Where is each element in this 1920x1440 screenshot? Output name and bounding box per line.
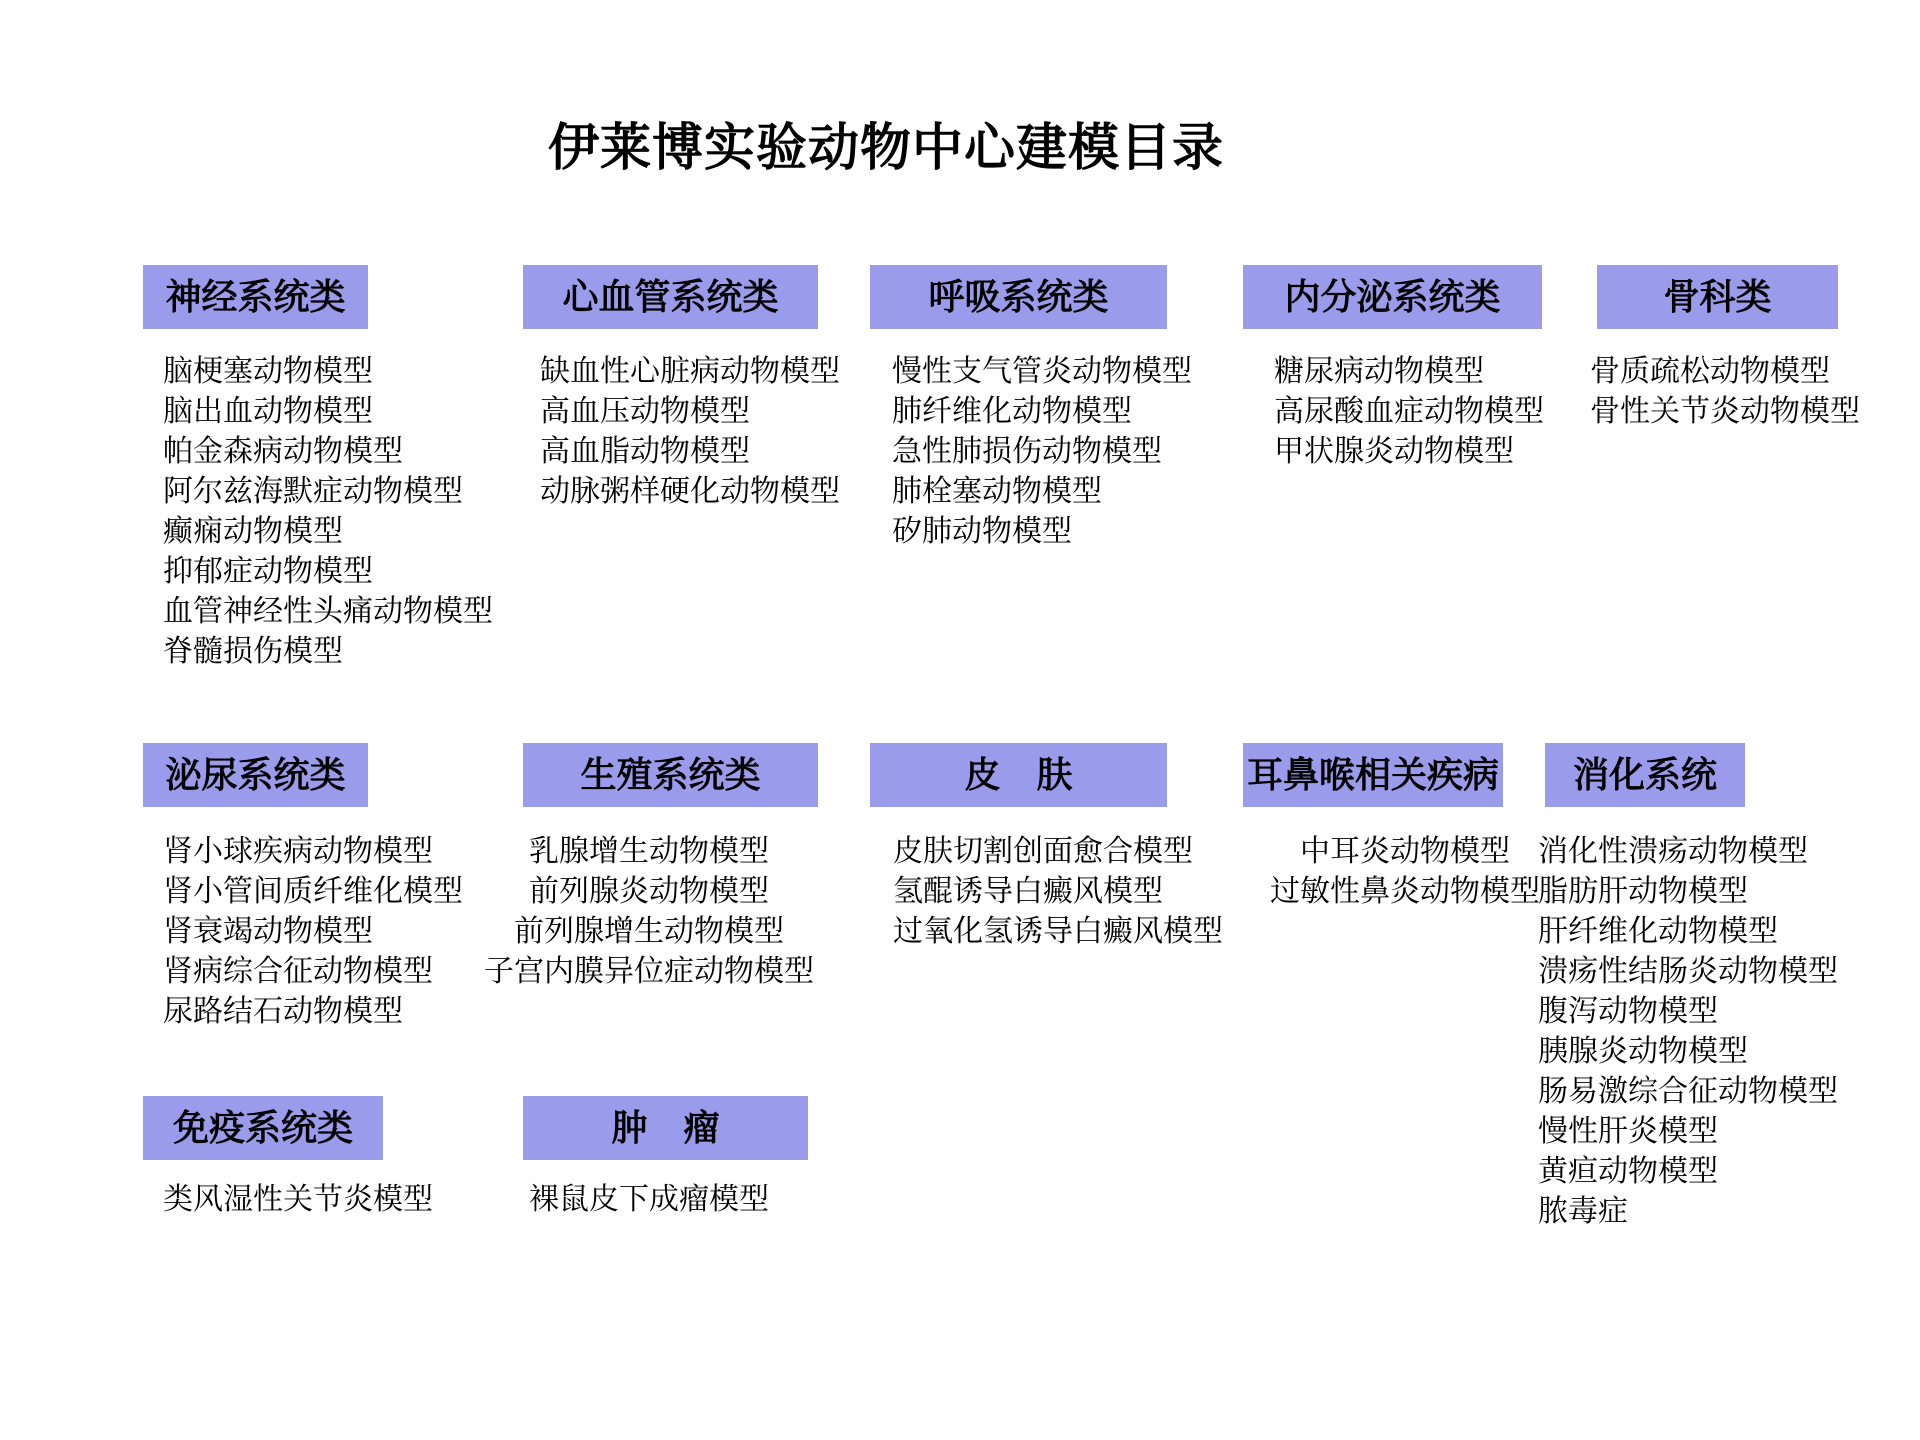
category-item-list <box>540 352 840 512</box>
page-title: 伊莱博实验动物中心建模目录 <box>548 121 1225 177</box>
model-item: 裸鼠皮下成瘤模型 <box>529 1183 769 1216</box>
category-item-list <box>478 832 820 992</box>
model-item: 肺纤维化动物模型 <box>892 395 1132 428</box>
model-item: 帕金森病动物模型 <box>163 435 403 468</box>
model-item: 糖尿病动物模型 <box>1274 355 1484 388</box>
model-item: 血管神经性头痛动物模型 <box>163 595 493 628</box>
category-item-list <box>163 352 493 672</box>
category-item-list <box>1590 352 1860 432</box>
category-header: 肿 瘤 <box>523 1096 808 1160</box>
model-item: 皮肤切割创面愈合模型 <box>893 835 1193 868</box>
model-item: 脓毒症 <box>1538 1195 1628 1228</box>
model-item: 黄疸动物模型 <box>1538 1155 1718 1188</box>
category-header: 免疫系统类 <box>143 1096 383 1160</box>
model-item: 矽肺动物模型 <box>892 515 1072 548</box>
model-item: 肾小球疾病动物模型 <box>163 835 433 868</box>
category-header: 心血管系统类 <box>523 265 818 329</box>
category-header: 泌尿系统类 <box>143 743 368 807</box>
model-item: 肾病综合征动物模型 <box>163 955 433 988</box>
model-item: 甲状腺炎动物模型 <box>1274 435 1514 468</box>
model-item: 骨质疏松动物模型 <box>1590 355 1830 388</box>
model-item: 动脉粥样硬化动物模型 <box>540 475 840 508</box>
category-header: 皮 肤 <box>870 743 1167 807</box>
category-header: 呼吸系统类 <box>870 265 1167 329</box>
model-item: 肾衰竭动物模型 <box>163 915 373 948</box>
model-item: 氢醌诱导白癜风模型 <box>893 875 1163 908</box>
model-item: 脑梗塞动物模型 <box>163 355 373 388</box>
category-header: 骨科类 <box>1597 265 1838 329</box>
model-item: 前列腺增生动物模型 <box>514 915 784 948</box>
model-item: 胰腺炎动物模型 <box>1538 1035 1748 1068</box>
model-item: 类风湿性关节炎模型 <box>163 1183 433 1216</box>
model-item: 急性肺损伤动物模型 <box>892 435 1162 468</box>
model-item: 腹泻动物模型 <box>1538 995 1718 1028</box>
category-item-list <box>1274 352 1544 472</box>
category-header: 神经系统类 <box>143 265 368 329</box>
category-header: 耳鼻喉相关疾病 <box>1243 743 1503 807</box>
model-item: 溃疡性结肠炎动物模型 <box>1538 955 1838 988</box>
category-item-list <box>1538 832 1838 1232</box>
category-item-list <box>478 1180 820 1220</box>
category-header: 生殖系统类 <box>523 743 818 807</box>
model-item: 骨性关节炎动物模型 <box>1590 395 1860 428</box>
model-item: 过氧化氢诱导白癜风模型 <box>893 915 1223 948</box>
category-item-list <box>893 832 1223 952</box>
category-item-list <box>163 1180 433 1220</box>
model-item: 慢性肝炎模型 <box>1538 1115 1718 1148</box>
model-item: 慢性支气管炎动物模型 <box>892 355 1192 388</box>
category-header: 内分泌系统类 <box>1243 265 1542 329</box>
category-item-list <box>892 352 1192 552</box>
model-item: 脑出血动物模型 <box>163 395 373 428</box>
category-item-list <box>1250 832 1560 912</box>
model-item: 抑郁症动物模型 <box>163 555 373 588</box>
category-header: 消化系统 <box>1545 743 1745 807</box>
category-item-list <box>163 832 463 1032</box>
model-item: 中耳炎动物模型 <box>1300 835 1510 868</box>
model-item: 前列腺炎动物模型 <box>529 875 769 908</box>
model-item: 过敏性鼻炎动物模型 <box>1270 875 1540 908</box>
model-item: 子宫内膜异位症动物模型 <box>484 955 814 988</box>
model-item: 缺血性心脏病动物模型 <box>540 355 840 388</box>
model-item: 脂肪肝动物模型 <box>1538 875 1748 908</box>
model-item: 肾小管间质纤维化模型 <box>163 875 463 908</box>
model-item: 乳腺增生动物模型 <box>529 835 769 868</box>
model-item: 尿路结石动物模型 <box>163 995 403 1028</box>
model-item: 脊髓损伤模型 <box>163 635 343 668</box>
model-item: 阿尔兹海默症动物模型 <box>163 475 463 508</box>
model-item: 高血脂动物模型 <box>540 435 750 468</box>
model-item: 高尿酸血症动物模型 <box>1274 395 1544 428</box>
model-item: 癫痫动物模型 <box>163 515 343 548</box>
model-item: 肠易激综合征动物模型 <box>1538 1075 1838 1108</box>
model-item: 高血压动物模型 <box>540 395 750 428</box>
model-item: 消化性溃疡动物模型 <box>1538 835 1808 868</box>
model-item: 肺栓塞动物模型 <box>892 475 1102 508</box>
model-item: 肝纤维化动物模型 <box>1538 915 1778 948</box>
